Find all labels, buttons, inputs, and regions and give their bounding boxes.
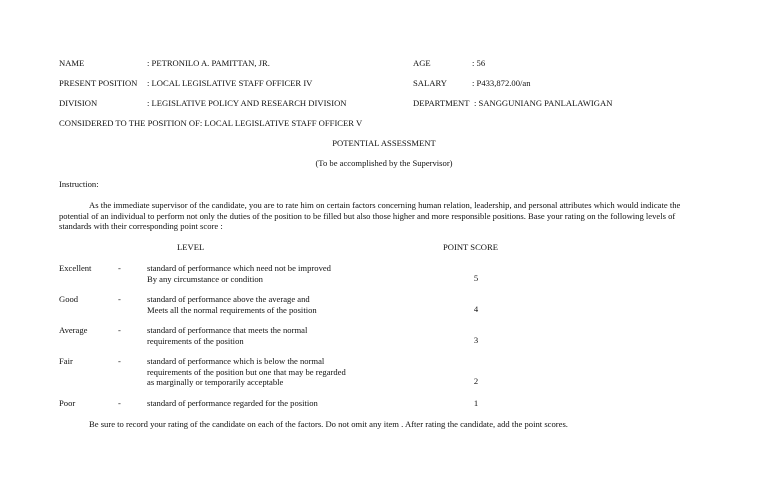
level-description bbox=[147, 325, 307, 346]
page-title: POTENTIAL ASSESSMENT bbox=[332, 138, 436, 148]
level-label: Good bbox=[59, 294, 79, 304]
level-label: Poor bbox=[59, 398, 76, 408]
position-value: : LOCAL LEGISLATIVE STAFF OFFICER IV bbox=[147, 78, 313, 88]
level-description bbox=[147, 263, 331, 284]
level-dash: - bbox=[118, 294, 121, 304]
level-description-line: standard of performance that meets the normal bbox=[147, 325, 308, 335]
age-label: AGE bbox=[413, 58, 431, 68]
level-dash: - bbox=[118, 325, 121, 335]
level-description-line: requirements of the position but one that may be regarded bbox=[147, 366, 346, 377]
level-description bbox=[147, 356, 346, 388]
score-column-header: POINT SCORE bbox=[443, 242, 498, 252]
level-score: 4 bbox=[473, 304, 479, 314]
level-description-line: standard of performance above the average and bbox=[147, 294, 310, 304]
level-label: Average bbox=[59, 325, 88, 335]
level-description-line: standard of performance which is below the normal bbox=[147, 356, 325, 366]
level-score: 1 bbox=[473, 398, 479, 408]
level-label: Fair bbox=[59, 356, 73, 366]
department-value: : SANGGUNIANG PANLALAWIGAN bbox=[474, 98, 613, 108]
instruction-text: As the immediate supervisor of the candidate, you are to rate him on certain factors concerning human relation, leadership, and personal attributes which would indicate the potential of an individual to perform not only the duties of the position to be filled but also those higher and more responsible positions. Base your rating on the following levels of standards with their corresponding point score : bbox=[59, 200, 681, 232]
level-dash: - bbox=[118, 356, 121, 366]
level-description-line: requirements of the position bbox=[147, 335, 244, 346]
salary-value: : P433,872.00/an bbox=[472, 78, 531, 88]
division-label: DIVISION bbox=[59, 98, 98, 108]
salary-label: SALARY bbox=[413, 78, 447, 88]
name-label: NAME bbox=[59, 58, 85, 68]
level-score: 3 bbox=[473, 335, 479, 345]
department-label: DEPARTMENT bbox=[413, 98, 470, 108]
level-score: 5 bbox=[473, 273, 479, 283]
division-value: : LEGISLATIVE POLICY AND RESEARCH DIVISION bbox=[147, 98, 347, 108]
position-label: PRESENT POSITION bbox=[59, 78, 138, 88]
level-column-header: LEVEL bbox=[177, 242, 205, 252]
level-description bbox=[147, 398, 318, 409]
level-description-line: standard of performance which need not be improved bbox=[147, 263, 331, 273]
footer-note: Be sure to record your rating of the candidate on each of the factors. Do not omit any item . After rating the candidate, add the point scores. bbox=[89, 419, 568, 429]
age-value: : 56 bbox=[472, 58, 486, 68]
level-dash: - bbox=[118, 263, 121, 273]
level-description-line: Meets all the normal requirements of the position bbox=[147, 304, 317, 315]
name-value: : PETRONILO A. PAMITTAN, JR. bbox=[147, 58, 270, 68]
level-description-line: as marginally or temporarily acceptable bbox=[147, 377, 284, 388]
level-description-line: standard of performance regarded for the position bbox=[147, 398, 318, 408]
page-subtitle: (To be accomplished by the Supervisor) bbox=[315, 158, 453, 168]
level-label: Excellent bbox=[59, 263, 92, 273]
level-description bbox=[147, 294, 317, 315]
considered-position: CONSIDERED TO THE POSITION OF: LOCAL LEGISLATIVE STAFF OFFICER V bbox=[59, 118, 363, 128]
level-description-line: By any circumstance or condition bbox=[147, 273, 263, 284]
instruction-label: Instruction: bbox=[59, 179, 99, 189]
level-score: 2 bbox=[473, 376, 479, 386]
level-dash: - bbox=[118, 398, 121, 408]
